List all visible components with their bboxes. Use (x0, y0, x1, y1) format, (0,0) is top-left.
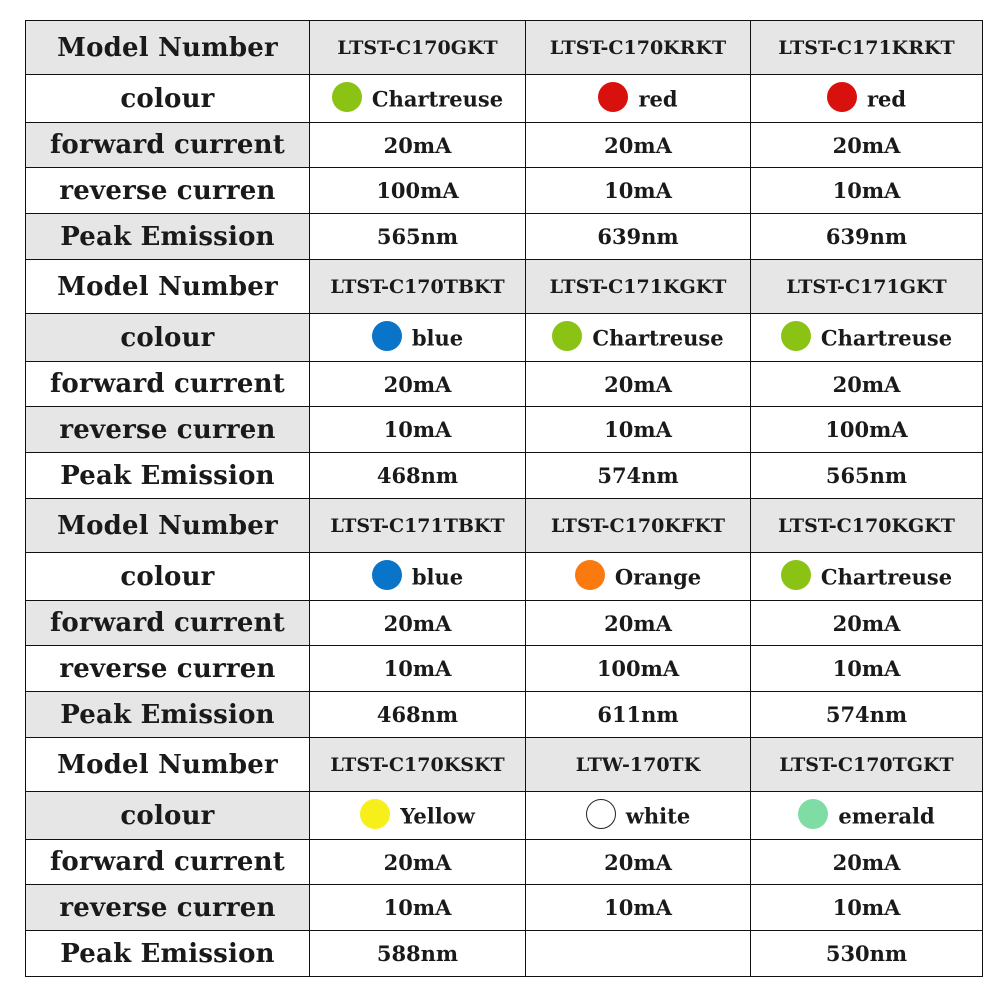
colour-cell (526, 553, 751, 601)
colour-cell (310, 75, 526, 123)
row-label-model: Model Number (26, 738, 310, 792)
colour-name: red (866, 86, 907, 111)
peak-value-cell: 574nm (751, 692, 983, 738)
spec-row-peak (26, 214, 983, 260)
peak-value-cell: 639nm (751, 214, 983, 260)
forward-value-cell: 20mA (751, 840, 983, 885)
colour-cell (751, 314, 983, 362)
spec-row-reverse (26, 168, 983, 214)
row-label-colour: colour (26, 75, 310, 123)
row-label-model: Model Number (26, 21, 310, 75)
reverse-value-cell: 10mA (310, 885, 526, 931)
model-number-cell: LTST-C171KGKT (526, 260, 751, 314)
colour-swatch-icon (598, 82, 628, 112)
forward-value-cell: 20mA (310, 840, 526, 885)
peak-value-cell: 468nm (310, 692, 526, 738)
colour-name: Chartreuse (371, 86, 504, 111)
colour-name: white (625, 803, 691, 828)
model-number-cell: LTST-C170KGKT (751, 499, 983, 553)
colour-name: emerald (838, 803, 935, 828)
spec-row-peak (26, 931, 983, 977)
model-number-cell: LTST-C170KFKT (526, 499, 751, 553)
spec-row-peak (26, 453, 983, 499)
forward-value-cell: 20mA (310, 123, 526, 168)
model-number-cell: LTST-C170KSKT (310, 738, 526, 792)
colour-swatch-icon (781, 560, 811, 590)
reverse-value-cell: 10mA (310, 646, 526, 692)
forward-value-cell: 20mA (526, 840, 751, 885)
colour-name: Chartreuse (592, 325, 724, 350)
reverse-value-cell: 10mA (751, 885, 983, 931)
colour-swatch-icon (781, 321, 811, 351)
row-label-forward: forward current (26, 362, 310, 407)
row-label-peak: Peak Emission (26, 214, 310, 260)
spec-row-colour (26, 553, 983, 601)
forward-value-cell: 20mA (751, 601, 983, 646)
peak-value-cell: 468nm (310, 453, 526, 499)
colour-swatch-icon (552, 321, 582, 351)
colour-swatch-icon (575, 560, 605, 590)
colour-name: Chartreuse (820, 564, 953, 589)
colour-swatch-icon (372, 321, 402, 351)
spec-row-peak (26, 692, 983, 738)
reverse-value-cell: 10mA (526, 168, 751, 214)
forward-value-cell: 20mA (751, 362, 983, 407)
colour-swatch-icon (827, 82, 857, 112)
peak-value-cell (526, 931, 751, 977)
colour-swatch-icon (798, 799, 828, 829)
model-number-cell: LTST-C171TBKT (310, 499, 526, 553)
reverse-value-cell: 100mA (751, 407, 983, 453)
row-label-colour: colour (26, 553, 310, 601)
spec-row-forward (26, 362, 983, 407)
peak-value-cell: 639nm (526, 214, 751, 260)
row-label-reverse: reverse curren (26, 407, 310, 453)
model-number-cell: LTST-C170KRKT (526, 21, 751, 75)
row-label-forward: forward current (26, 840, 310, 885)
spec-row-reverse (26, 407, 983, 453)
spec-row-model (26, 738, 983, 792)
peak-value-cell: 530nm (751, 931, 983, 977)
spec-row-forward (26, 601, 983, 646)
model-number-cell: LTST-C171KRKT (751, 21, 983, 75)
colour-swatch-icon (372, 560, 402, 590)
colour-name: Orange (614, 564, 702, 589)
spec-row-model (26, 21, 983, 75)
colour-name: blue (411, 325, 464, 350)
spec-row-colour (26, 792, 983, 840)
model-number-cell: LTW-170TK (526, 738, 751, 792)
spec-row-reverse (26, 646, 983, 692)
model-number-cell: LTST-C170TBKT (310, 260, 526, 314)
peak-value-cell: 574nm (526, 453, 751, 499)
colour-name: blue (411, 564, 464, 589)
spec-table-body (26, 21, 983, 977)
spec-row-model (26, 260, 983, 314)
colour-cell (526, 75, 751, 123)
spec-row-forward (26, 840, 983, 885)
forward-value-cell: 20mA (310, 601, 526, 646)
colour-name: Yellow (400, 803, 475, 828)
peak-value-cell: 588nm (310, 931, 526, 977)
row-label-forward: forward current (26, 601, 310, 646)
colour-cell (310, 553, 526, 601)
forward-value-cell: 20mA (526, 601, 751, 646)
row-label-model: Model Number (26, 260, 310, 314)
row-label-peak: Peak Emission (26, 453, 310, 499)
row-label-model: Model Number (26, 499, 310, 553)
reverse-value-cell: 10mA (751, 646, 983, 692)
reverse-value-cell: 10mA (526, 885, 751, 931)
row-label-peak: Peak Emission (26, 692, 310, 738)
row-label-reverse: reverse curren (26, 646, 310, 692)
peak-value-cell: 611nm (526, 692, 751, 738)
colour-swatch-icon (586, 799, 616, 829)
reverse-value-cell: 10mA (751, 168, 983, 214)
reverse-value-cell: 10mA (310, 407, 526, 453)
forward-value-cell: 20mA (526, 362, 751, 407)
row-label-forward: forward current (26, 123, 310, 168)
row-label-reverse: reverse curren (26, 168, 310, 214)
colour-swatch-icon (360, 799, 390, 829)
forward-value-cell: 20mA (310, 362, 526, 407)
forward-value-cell: 20mA (526, 123, 751, 168)
forward-value-cell: 20mA (751, 123, 983, 168)
colour-swatch-icon (332, 82, 362, 112)
colour-name: Chartreuse (820, 325, 953, 350)
colour-cell (310, 792, 526, 840)
spec-row-colour (26, 75, 983, 123)
colour-cell (526, 314, 751, 362)
colour-name: red (638, 86, 678, 111)
row-label-colour: colour (26, 314, 310, 362)
colour-cell (751, 553, 983, 601)
reverse-value-cell: 100mA (310, 168, 526, 214)
colour-cell (751, 75, 983, 123)
spec-row-model (26, 499, 983, 553)
colour-cell (751, 792, 983, 840)
row-label-colour: colour (26, 792, 310, 840)
row-label-peak: Peak Emission (26, 931, 310, 977)
model-number-cell: LTST-C171GKT (751, 260, 983, 314)
peak-value-cell: 565nm (751, 453, 983, 499)
led-spec-table (25, 20, 983, 977)
peak-value-cell: 565nm (310, 214, 526, 260)
row-label-reverse: reverse curren (26, 885, 310, 931)
spec-row-forward (26, 123, 983, 168)
reverse-value-cell: 10mA (526, 407, 751, 453)
reverse-value-cell: 100mA (526, 646, 751, 692)
model-number-cell: LTST-C170GKT (310, 21, 526, 75)
spec-row-colour (26, 314, 983, 362)
model-number-cell: LTST-C170TGKT (751, 738, 983, 792)
colour-cell (526, 792, 751, 840)
colour-cell (310, 314, 526, 362)
spec-row-reverse (26, 885, 983, 931)
